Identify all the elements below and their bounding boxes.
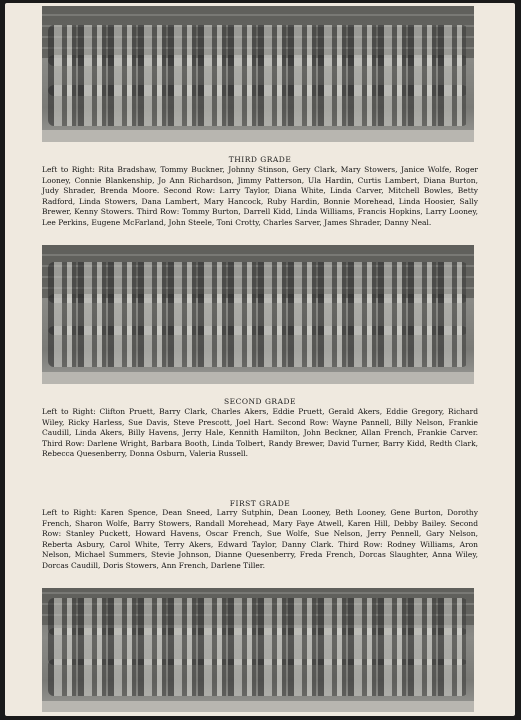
second-grade-class-photo bbox=[42, 245, 474, 384]
first-grade-heading: FIRST GRADE bbox=[229, 499, 291, 508]
second-grade-heading: SECOND GRADE bbox=[223, 397, 296, 406]
third-grade-heading: THIRD GRADE bbox=[228, 155, 292, 164]
second-grade-caption: Left to Right: Clifton Pruett, Barry Clark, Charles Akers, Eddie Pruett, Gerald Akers, Eddie Gregory, Richard Wiley, Ricky Harless, Sue Davis, Steve Prescott, Joel Hart. Second Row: Wayne Pannell, Billy Nelson, Frankie Caudill, Linda Akers, Billy Havens, Jerry Hale, Kennith Hamilton, John Beckner, Allan French, Frankie Carver. Third Row: Darlene Wright, Barbara Booth, Linda Tolbert, Randy Brewer, David Turner, Barry Kidd, Redth Clark, Rebecca Quesenberry, Donna Osburn, Valeria Russell. bbox=[42, 407, 478, 458]
third-grade-caption: Left to Right: Rita Bradshaw, Tommy Buckner, Johnny Stinson, Gery Clark, Mary Stowers, Janice Wolfe, Roger Looney, Connie Blankenship, Jo Ann Richardson, Jimmy Patterson, Ula Hardin, Curtis Lambert, Diana Burton, Judy Shrader, Brenda Moore. Second Row: Larry Taylor, Diana White, Linda Carver, Mitchell Bowles, Betty Radford, Linda Stowers, Dana Lambert, Mary Hancock, Ruby Hardin, Bonnie Morehead, Linda Hoosier, Sally Brewer, Kenny Stowers. Third Row: Tommy Burton, Darrell Kidd, Linda Williams, Francis Hopkins, Larry Looney, Lee Perkins, Eugene McFarland, John Steele, Toni Crotty, Charles Sarver, James Shrader, Danny Neal. bbox=[42, 165, 478, 227]
first-grade-caption: Left to Right: Karen Spence, Dean Sneed, Larry Sutphin, Dean Looney, Beth Looney, Gene Burton, Dorothy French, Sharon Wolfe, Barry Stowers, Randall Morehead, Mary Faye Atwell, Karen Hill, Debby Bailey. Second Row: Stanley Puckett, Howard Havens, Oscar French, Sue Wolfe, Sue Nelson, Jerry Pennell, Gary Nelson, Reberta Asbury, Carol White, Terry Akers, Edward Taylor, Danny Clark. Third Row: Rodney Williams, Aron Nelson, Michael Summers, Stevie Johnson, Dianne Quesenberry, Freda French, Dorcas Slaughter, Anna Wiley, Dorcas Caudill, Doris Stowers, Ann French, Darlene Tiller. bbox=[42, 508, 478, 570]
first-grade-class-photo bbox=[42, 588, 474, 712]
third-grade-class-photo bbox=[42, 6, 474, 142]
yearbook-page bbox=[5, 3, 515, 716]
